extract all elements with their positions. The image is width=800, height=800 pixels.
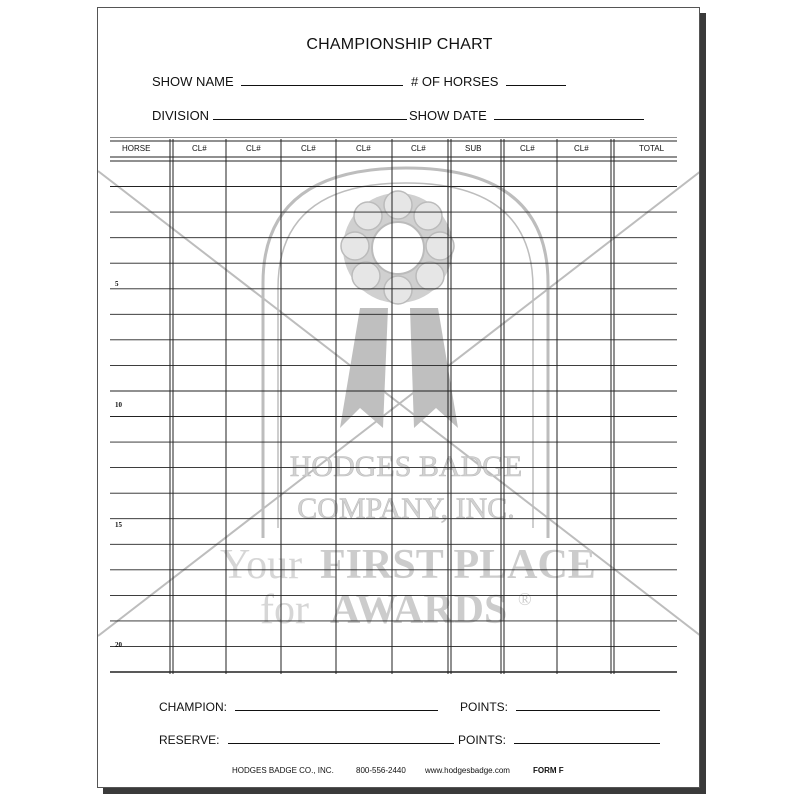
points-row-1 bbox=[460, 698, 660, 714]
col-header-cl: CL# bbox=[574, 144, 589, 153]
col-header-cl: CL# bbox=[246, 144, 261, 153]
points-label: POINTS: bbox=[460, 700, 509, 714]
reserve-field[interactable] bbox=[228, 731, 454, 744]
division-field[interactable] bbox=[213, 106, 407, 120]
num-horses-row bbox=[411, 72, 566, 89]
watermark-company-line2: COMPANY, INC. bbox=[297, 492, 515, 525]
footer-form-id: FORM F bbox=[533, 766, 564, 775]
footer-website: www.hodgesbadge.com bbox=[425, 766, 510, 775]
col-header-horse: HORSE bbox=[122, 144, 151, 153]
show-date-label: SHOW DATE bbox=[409, 108, 487, 123]
champion-row bbox=[159, 698, 438, 714]
division-row bbox=[152, 106, 407, 123]
row-number-15: 15 bbox=[115, 521, 122, 529]
show-date-field[interactable] bbox=[494, 106, 644, 120]
championship-table bbox=[110, 137, 677, 674]
col-header-total: TOTAL bbox=[639, 144, 665, 153]
champion-label: CHAMPION: bbox=[159, 700, 228, 714]
watermark-company-line1: HODGES BADGE bbox=[289, 450, 523, 483]
show-name-row bbox=[152, 72, 403, 89]
col-header-cl: CL# bbox=[520, 144, 535, 153]
footer-company: HODGES BADGE CO., INC. bbox=[232, 766, 334, 775]
points-row-2 bbox=[458, 731, 660, 747]
reserve-points-field[interactable] bbox=[514, 731, 660, 744]
show-date-row bbox=[409, 106, 644, 123]
form-sheet bbox=[97, 7, 700, 788]
show-name-field[interactable] bbox=[241, 72, 403, 86]
row-number-10: 10 bbox=[115, 401, 122, 409]
page-title: CHAMPIONSHIP CHART bbox=[306, 36, 493, 53]
col-header-cl: CL# bbox=[301, 144, 316, 153]
watermark-slogan-your: Your bbox=[220, 542, 303, 588]
watermark-slogan-for: for bbox=[260, 587, 309, 633]
row-number-20: 20 bbox=[115, 641, 122, 649]
champion-field[interactable] bbox=[235, 698, 438, 711]
reserve-row bbox=[159, 731, 454, 747]
row-number-5: 5 bbox=[115, 280, 119, 288]
col-header-cl: CL# bbox=[356, 144, 371, 153]
num-horses-field[interactable] bbox=[506, 72, 566, 86]
champion-points-field[interactable] bbox=[516, 698, 660, 711]
watermark-slogan-awards: AWARDS bbox=[330, 587, 508, 633]
watermark-registered-mark: ® bbox=[518, 589, 532, 609]
col-header-cl: CL# bbox=[411, 144, 426, 153]
points-label: POINTS: bbox=[458, 733, 507, 747]
watermark-slogan-first-place: FIRST PLACE bbox=[320, 542, 596, 588]
footer-phone: 800-556-2440 bbox=[356, 766, 406, 775]
show-name-label: SHOW NAME bbox=[152, 74, 234, 89]
division-label: DIVISION bbox=[152, 108, 210, 123]
col-header-sub: SUB bbox=[465, 144, 482, 153]
num-horses-label: # OF HORSES bbox=[411, 74, 499, 89]
reserve-label: RESERVE: bbox=[159, 733, 220, 747]
col-header-cl: CL# bbox=[192, 144, 207, 153]
